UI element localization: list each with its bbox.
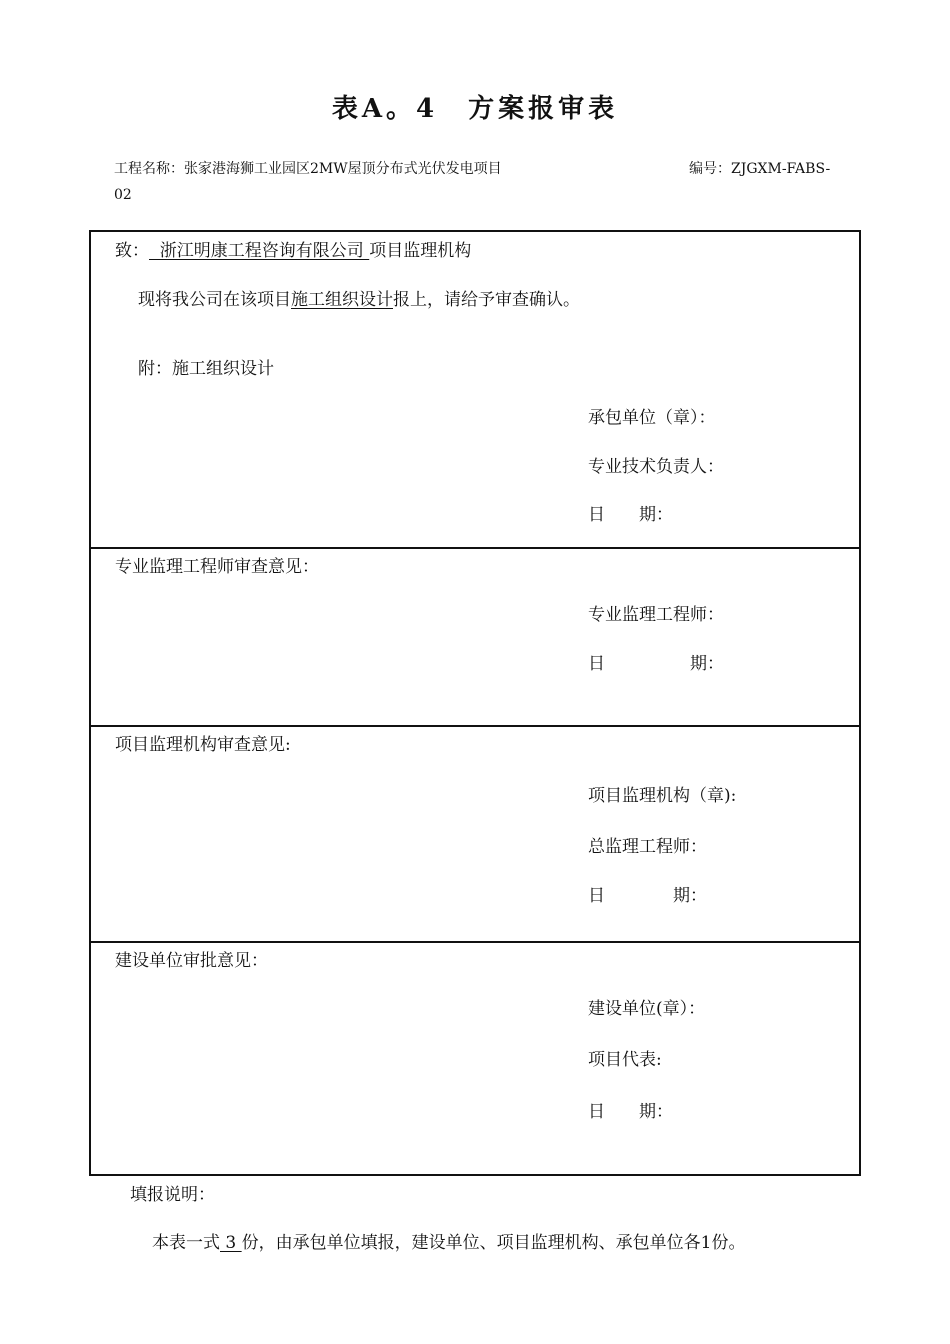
date-label: 日 期： bbox=[588, 1102, 673, 1122]
instructions-text: 本表一式 3 份，由承包单位填报，建设单位、项目监理机构、承包单位各1份。 bbox=[152, 1233, 746, 1253]
engineer-review-section bbox=[91, 549, 859, 727]
form-number: 编号：ZJGXM-FABS- bbox=[689, 161, 831, 177]
tech-lead-label: 专业技术负责人： bbox=[588, 457, 724, 477]
form-title: 表A。4 方案报审表 bbox=[331, 94, 619, 124]
owner-seal-label: 建设单位(章）： bbox=[588, 999, 706, 1019]
instructions-title: 填报说明： bbox=[130, 1185, 215, 1205]
project-rep-label: 项目代表: bbox=[588, 1050, 662, 1070]
supervision-review-heading: 项目监理机构审查意见: bbox=[115, 735, 291, 755]
submitted-document: 施工组织设计 bbox=[291, 290, 393, 310]
review-form bbox=[89, 230, 861, 1176]
date-label: 日 期： bbox=[588, 654, 724, 674]
owner-approval-section bbox=[91, 943, 859, 1174]
engineer-label: 专业监理工程师： bbox=[588, 605, 724, 625]
date-label: 日 期： bbox=[588, 505, 673, 525]
to-suffix: 项目监理机构 bbox=[369, 241, 472, 261]
submission-section bbox=[91, 232, 859, 549]
supervision-seal-label: 项目监理机构（章): bbox=[588, 786, 737, 806]
supervision-review-section bbox=[91, 727, 859, 943]
contractor-seal-label: 承包单位（章）： bbox=[588, 408, 716, 428]
supervisor-company: 浙江明康工程咨询有限公司 bbox=[149, 241, 370, 261]
submission-text: 现将我公司在该项目施工组织设计报上，请给予审查确认。 bbox=[138, 290, 580, 310]
owner-approval-heading: 建设单位审批意见： bbox=[115, 951, 268, 971]
copies-count: 3 bbox=[220, 1233, 242, 1253]
project-name: 工程名称：张家港海狮工业园区2MW屋顶分布式光伏发电项目 bbox=[114, 161, 502, 177]
addressee-line bbox=[115, 236, 471, 261]
form-number-suffix: 02 bbox=[114, 187, 132, 203]
to-label: 致： bbox=[115, 241, 149, 261]
date-label: 日 期： bbox=[588, 886, 707, 906]
chief-engineer-label: 总监理工程师： bbox=[588, 837, 707, 857]
engineer-review-heading: 专业监理工程师审查意见： bbox=[115, 557, 319, 577]
attachment-line: 附：施工组织设计 bbox=[138, 359, 274, 379]
